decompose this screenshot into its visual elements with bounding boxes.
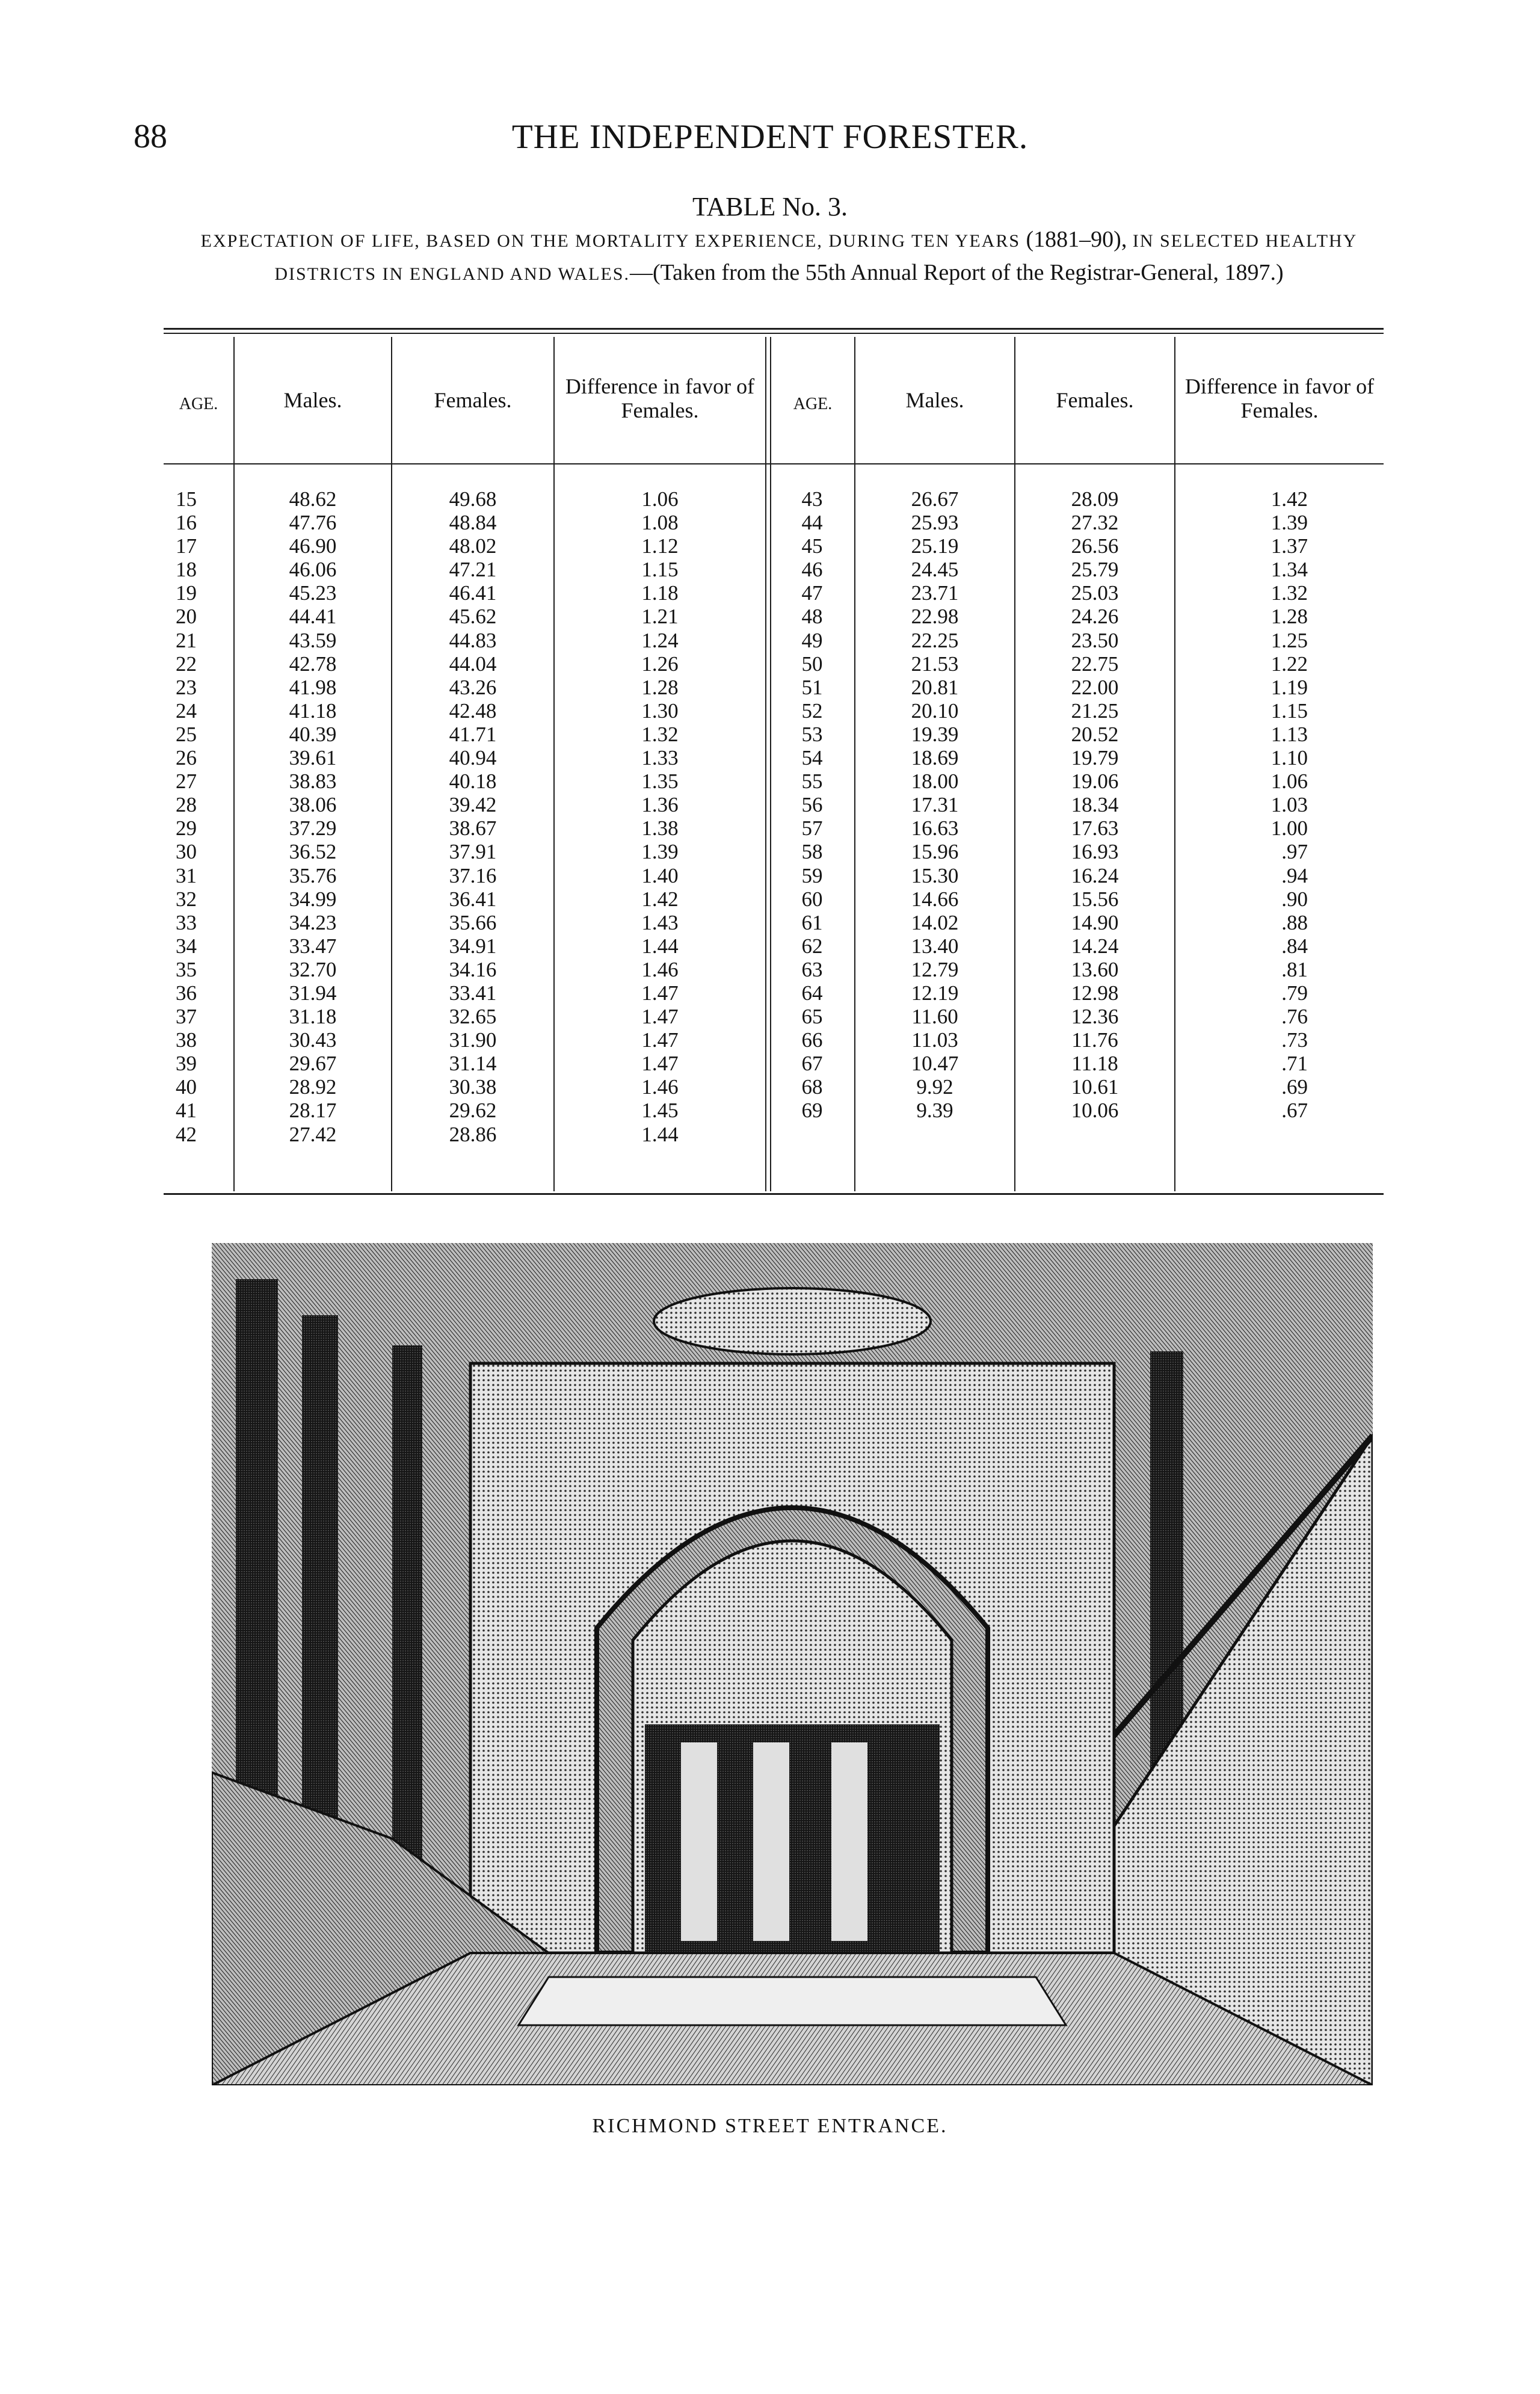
difference-cell: .67 (1281, 1099, 1308, 1123)
difference-cell: 1.19 (1270, 675, 1308, 699)
females-cell: 49.68 (449, 487, 497, 511)
males-cell: 35.76 (289, 863, 337, 887)
males-cell: 41.18 (289, 699, 337, 723)
table-caption (150, 224, 1408, 290)
age-cell: 35 (176, 957, 197, 981)
males-cell: 12.79 (911, 957, 959, 981)
difference-cell: 1.06 (641, 487, 679, 511)
age-cell: 47 (801, 581, 823, 605)
females-cell: 11.76 (1071, 1028, 1118, 1052)
age-cell: 56 (801, 793, 823, 817)
males-cell: 25.93 (911, 511, 959, 535)
females-cell: 45.62 (449, 605, 497, 629)
females-cell: 24.26 (1071, 605, 1119, 629)
age-cell: 25 (176, 722, 197, 746)
females-cell: 37.16 (449, 863, 497, 887)
males-cell: 44.41 (289, 605, 337, 629)
difference-cell: 1.28 (641, 675, 679, 699)
females-cell: 47.21 (449, 558, 497, 582)
age-cell: 21 (176, 628, 197, 652)
age-cell: 33 (176, 910, 197, 934)
females-cell: 13.60 (1071, 957, 1119, 981)
difference-cell: 1.10 (1270, 746, 1308, 770)
females-cell: 10.06 (1071, 1099, 1119, 1123)
difference-cell: 1.36 (641, 793, 679, 817)
males-cell: 43.59 (289, 628, 337, 652)
difference-cell: .88 (1281, 910, 1308, 934)
difference-cell: 1.32 (1270, 581, 1308, 605)
difference-cell: 1.37 (1270, 534, 1308, 558)
difference-cell: 1.42 (641, 887, 679, 911)
age-cell: 28 (176, 793, 197, 817)
difference-cell: .90 (1281, 887, 1308, 911)
age-cell: 62 (801, 934, 823, 958)
right-females-column (1021, 487, 1168, 1123)
males-cell: 19.39 (911, 722, 959, 746)
difference-cell: 1.18 (641, 581, 679, 605)
males-cell: 15.30 (911, 863, 959, 887)
males-cell: 37.29 (289, 816, 337, 841)
age-cell: 16 (176, 511, 197, 535)
age-cell: 42 (176, 1122, 197, 1146)
males-cell: 20.10 (911, 699, 959, 723)
females-cell: 12.98 (1071, 981, 1119, 1005)
age-cell: 66 (801, 1028, 823, 1052)
females-cell: 12.36 (1071, 1005, 1119, 1029)
males-cell: 48.62 (289, 487, 337, 511)
col-divider (233, 337, 235, 1191)
females-cell: 38.67 (449, 816, 497, 841)
females-cell: 29.62 (449, 1099, 497, 1123)
table-title: TABLE No. 3. (692, 192, 848, 221)
females-cell: 22.75 (1071, 652, 1119, 676)
age-cell: 31 (176, 863, 197, 887)
difference-cell: 1.15 (1270, 699, 1308, 723)
figure-caption: RICHMOND STREET ENTRANCE. (592, 2115, 948, 2137)
age-cell: 46 (801, 558, 823, 582)
right-difference-column (1181, 487, 1308, 1123)
males-cell: 34.23 (289, 910, 337, 934)
females-cell: 31.90 (449, 1028, 497, 1052)
females-cell: 40.94 (449, 746, 497, 770)
males-cell: 9.92 (916, 1075, 953, 1099)
difference-cell: 1.39 (641, 840, 679, 864)
females-cell: 30.38 (449, 1075, 497, 1099)
females-cell: 28.09 (1071, 487, 1119, 511)
females-cell: 20.52 (1071, 722, 1119, 746)
age-cell: 30 (176, 840, 197, 864)
females-cell: 19.06 (1071, 770, 1119, 794)
females-cell: 17.63 (1071, 816, 1119, 841)
difference-cell: .84 (1281, 934, 1308, 958)
age-cell: 69 (801, 1099, 823, 1123)
males-cell: 36.52 (289, 840, 337, 864)
females-cell: 33.41 (449, 981, 497, 1005)
caption-years: (1881–90), (1026, 227, 1127, 252)
males-cell: 17.31 (911, 793, 959, 817)
males-cell: 9.39 (916, 1099, 953, 1123)
difference-cell: .69 (1281, 1075, 1308, 1099)
age-cell: 37 (176, 1005, 197, 1029)
difference-cell: 1.30 (641, 699, 679, 723)
males-cell: 29.67 (289, 1052, 337, 1076)
males-cell: 46.06 (289, 558, 337, 582)
header-difference: Difference in favor of Females. (565, 374, 755, 422)
col-divider-double (770, 337, 771, 1191)
males-cell: 16.63 (911, 816, 959, 841)
males-cell: 30.43 (289, 1028, 337, 1052)
males-cell: 23.71 (911, 581, 959, 605)
difference-cell: 1.44 (641, 1122, 679, 1146)
age-cell: 64 (801, 981, 823, 1005)
difference-cell: 1.13 (1270, 722, 1308, 746)
difference-cell: 1.44 (641, 934, 679, 958)
right-males-column (861, 487, 1008, 1123)
age-cell: 20 (176, 605, 197, 629)
males-cell: 47.76 (289, 511, 337, 535)
age-cell: 41 (176, 1099, 197, 1123)
col-divider (553, 337, 555, 1191)
header-rule (164, 463, 1384, 464)
age-cell: 23 (176, 675, 197, 699)
males-cell: 20.81 (911, 675, 959, 699)
caption-source: —(Taken from the 55th Annual Report of the Registrar-General, 1897.) (629, 260, 1284, 285)
males-cell: 25.19 (911, 534, 959, 558)
entrance-illustration (212, 1243, 1373, 2085)
age-cell: 32 (176, 887, 197, 911)
age-cell: 27 (176, 770, 197, 794)
males-cell: 11.03 (911, 1028, 958, 1052)
females-cell: 34.16 (449, 957, 497, 981)
col-divider (1174, 337, 1175, 1191)
males-cell: 12.19 (911, 981, 959, 1005)
males-cell: 38.06 (289, 793, 337, 817)
age-cell: 51 (801, 675, 823, 699)
females-cell: 14.24 (1071, 934, 1119, 958)
difference-cell: 1.06 (1270, 770, 1308, 794)
age-cell: 15 (176, 487, 197, 511)
difference-cell: .97 (1281, 840, 1308, 864)
males-cell: 40.39 (289, 722, 337, 746)
age-cell: 54 (801, 746, 823, 770)
males-cell: 10.47 (911, 1052, 959, 1076)
difference-cell: 1.08 (641, 511, 679, 535)
age-cell: 45 (801, 534, 823, 558)
age-cell: 55 (801, 770, 823, 794)
difference-cell: 1.47 (641, 1005, 679, 1029)
females-cell: 42.48 (449, 699, 497, 723)
males-cell: 15.96 (911, 840, 959, 864)
males-cell: 14.66 (911, 887, 959, 911)
difference-cell: 1.46 (641, 1075, 679, 1099)
difference-cell: 1.15 (641, 558, 679, 582)
females-cell: 10.61 (1071, 1075, 1119, 1099)
left-males-column (241, 487, 385, 1146)
table-bottom-rule (164, 1193, 1384, 1195)
age-cell: 52 (801, 699, 823, 723)
males-cell: 39.61 (289, 746, 337, 770)
age-cell: 44 (801, 511, 823, 535)
females-cell: 22.00 (1071, 675, 1119, 699)
males-cell: 38.83 (289, 770, 337, 794)
age-cell: 40 (176, 1075, 197, 1099)
difference-cell: 1.42 (1270, 487, 1308, 511)
difference-cell: 1.47 (641, 1028, 679, 1052)
difference-cell: 1.35 (641, 770, 679, 794)
difference-cell: 1.26 (641, 652, 679, 676)
difference-cell: .81 (1281, 957, 1308, 981)
caption-text: EXPECTATION OF LIFE, BASED ON THE MORTALITY EXPERIENCE, DURING TEN YEARS (200, 231, 1021, 251)
age-cell: 57 (801, 816, 823, 841)
females-cell: 48.84 (449, 511, 497, 535)
females-cell: 21.25 (1071, 699, 1119, 723)
age-cell: 53 (801, 722, 823, 746)
males-cell: 33.47 (289, 934, 337, 958)
males-cell: 26.67 (911, 487, 959, 511)
females-cell: 44.83 (449, 628, 497, 652)
males-cell: 24.45 (911, 558, 959, 582)
males-cell: 18.00 (911, 770, 959, 794)
header-females: Females. (1056, 388, 1134, 412)
females-cell: 14.90 (1071, 910, 1119, 934)
difference-cell: 1.00 (1270, 816, 1308, 841)
males-cell: 14.02 (911, 910, 959, 934)
age-cell: 60 (801, 887, 823, 911)
difference-cell: 1.22 (1270, 652, 1308, 676)
age-cell: 34 (176, 934, 197, 958)
caption-text-2: IN SELECTED HEALTHY DISTRICTS IN ENGLAND AND WALES. (274, 231, 1358, 284)
females-cell: 40.18 (449, 770, 497, 794)
males-cell: 18.69 (911, 746, 959, 770)
females-cell: 18.34 (1071, 793, 1119, 817)
difference-cell: 1.46 (641, 957, 679, 981)
females-cell: 32.65 (449, 1005, 497, 1029)
difference-cell: 1.47 (641, 981, 679, 1005)
col-divider-double (765, 337, 766, 1191)
females-cell: 16.24 (1071, 863, 1119, 887)
right-age-column (776, 487, 848, 1123)
difference-cell: 1.33 (641, 746, 679, 770)
males-cell: 31.18 (289, 1005, 337, 1029)
difference-cell: .94 (1281, 863, 1308, 887)
difference-cell: 1.32 (641, 722, 679, 746)
age-cell: 22 (176, 652, 197, 676)
age-cell: 43 (801, 487, 823, 511)
difference-cell: .73 (1281, 1028, 1308, 1052)
males-cell: 22.25 (911, 628, 959, 652)
difference-cell: 1.25 (1270, 628, 1308, 652)
females-cell: 31.14 (449, 1052, 497, 1076)
females-cell: 37.91 (449, 840, 497, 864)
age-cell: 39 (176, 1052, 197, 1076)
males-cell: 31.94 (289, 981, 337, 1005)
age-cell: 29 (176, 816, 197, 841)
col-divider (391, 337, 392, 1191)
males-cell: 34.99 (289, 887, 337, 911)
difference-cell: .76 (1281, 1005, 1308, 1029)
difference-cell: 1.28 (1270, 605, 1308, 629)
females-cell: 35.66 (449, 910, 497, 934)
difference-cell: 1.34 (1270, 558, 1308, 582)
females-cell: 48.02 (449, 534, 497, 558)
age-cell: 59 (801, 863, 823, 887)
males-cell: 41.98 (289, 675, 337, 699)
females-cell: 41.71 (449, 722, 497, 746)
left-females-column (398, 487, 547, 1146)
header-age: AGE. (179, 395, 218, 413)
age-cell: 19 (176, 581, 197, 605)
age-cell: 17 (176, 534, 197, 558)
age-cell: 24 (176, 699, 197, 723)
females-cell: 25.03 (1071, 581, 1119, 605)
difference-cell: 1.21 (641, 605, 679, 629)
header-difference: Difference in favor of Females. (1184, 374, 1375, 422)
header-males: Males. (283, 388, 342, 412)
col-divider (1014, 337, 1015, 1191)
difference-cell: .71 (1281, 1052, 1308, 1076)
males-cell: 45.23 (289, 581, 337, 605)
males-cell: 28.17 (289, 1099, 337, 1123)
difference-cell: .79 (1281, 981, 1308, 1005)
difference-cell: 1.39 (1270, 511, 1308, 535)
females-cell: 11.18 (1071, 1052, 1118, 1076)
age-cell: 50 (801, 652, 823, 676)
females-cell: 34.91 (449, 934, 497, 958)
age-cell: 61 (801, 910, 823, 934)
females-cell: 26.56 (1071, 534, 1119, 558)
females-cell: 36.41 (449, 887, 497, 911)
age-cell: 63 (801, 957, 823, 981)
age-cell: 36 (176, 981, 197, 1005)
males-cell: 13.40 (911, 934, 959, 958)
difference-cell: 1.03 (1270, 793, 1308, 817)
difference-cell: 1.38 (641, 816, 679, 841)
age-cell: 18 (176, 558, 197, 582)
difference-cell: 1.24 (641, 628, 679, 652)
males-cell: 11.60 (911, 1005, 958, 1029)
age-cell: 58 (801, 840, 823, 864)
difference-cell: 1.12 (641, 534, 679, 558)
males-cell: 27.42 (289, 1122, 337, 1146)
males-cell: 46.90 (289, 534, 337, 558)
females-cell: 46.41 (449, 581, 497, 605)
header-males: Males. (905, 388, 964, 412)
running-title: THE INDEPENDENT FORESTER. (511, 118, 1029, 156)
difference-cell: 1.45 (641, 1099, 679, 1123)
females-cell: 19.79 (1071, 746, 1119, 770)
table-top-rule-2 (164, 333, 1384, 334)
age-cell: 68 (801, 1075, 823, 1099)
left-difference-column (561, 487, 759, 1146)
females-cell: 44.04 (449, 652, 497, 676)
difference-cell: 1.40 (641, 863, 679, 887)
age-cell: 48 (801, 605, 823, 629)
females-cell: 15.56 (1071, 887, 1119, 911)
left-age-column (176, 487, 224, 1146)
females-cell: 28.86 (449, 1122, 497, 1146)
females-cell: 16.93 (1071, 840, 1119, 864)
age-cell: 38 (176, 1028, 197, 1052)
males-cell: 32.70 (289, 957, 337, 981)
females-cell: 39.42 (449, 793, 497, 817)
males-cell: 28.92 (289, 1075, 337, 1099)
col-divider (854, 337, 855, 1191)
age-cell: 67 (801, 1052, 823, 1076)
females-cell: 23.50 (1071, 628, 1119, 652)
header-females: Females. (434, 388, 512, 412)
age-cell: 26 (176, 746, 197, 770)
page-number: 88 (134, 118, 167, 155)
difference-cell: 1.47 (641, 1052, 679, 1076)
males-cell: 22.98 (911, 605, 959, 629)
age-cell: 65 (801, 1005, 823, 1029)
females-cell: 43.26 (449, 675, 497, 699)
females-cell: 25.79 (1071, 558, 1119, 582)
header-age: AGE. (793, 395, 833, 413)
males-cell: 21.53 (911, 652, 959, 676)
difference-cell: 1.43 (641, 910, 679, 934)
age-cell: 49 (801, 628, 823, 652)
males-cell: 42.78 (289, 652, 337, 676)
females-cell: 27.32 (1071, 511, 1119, 535)
table-top-rule (164, 328, 1384, 330)
